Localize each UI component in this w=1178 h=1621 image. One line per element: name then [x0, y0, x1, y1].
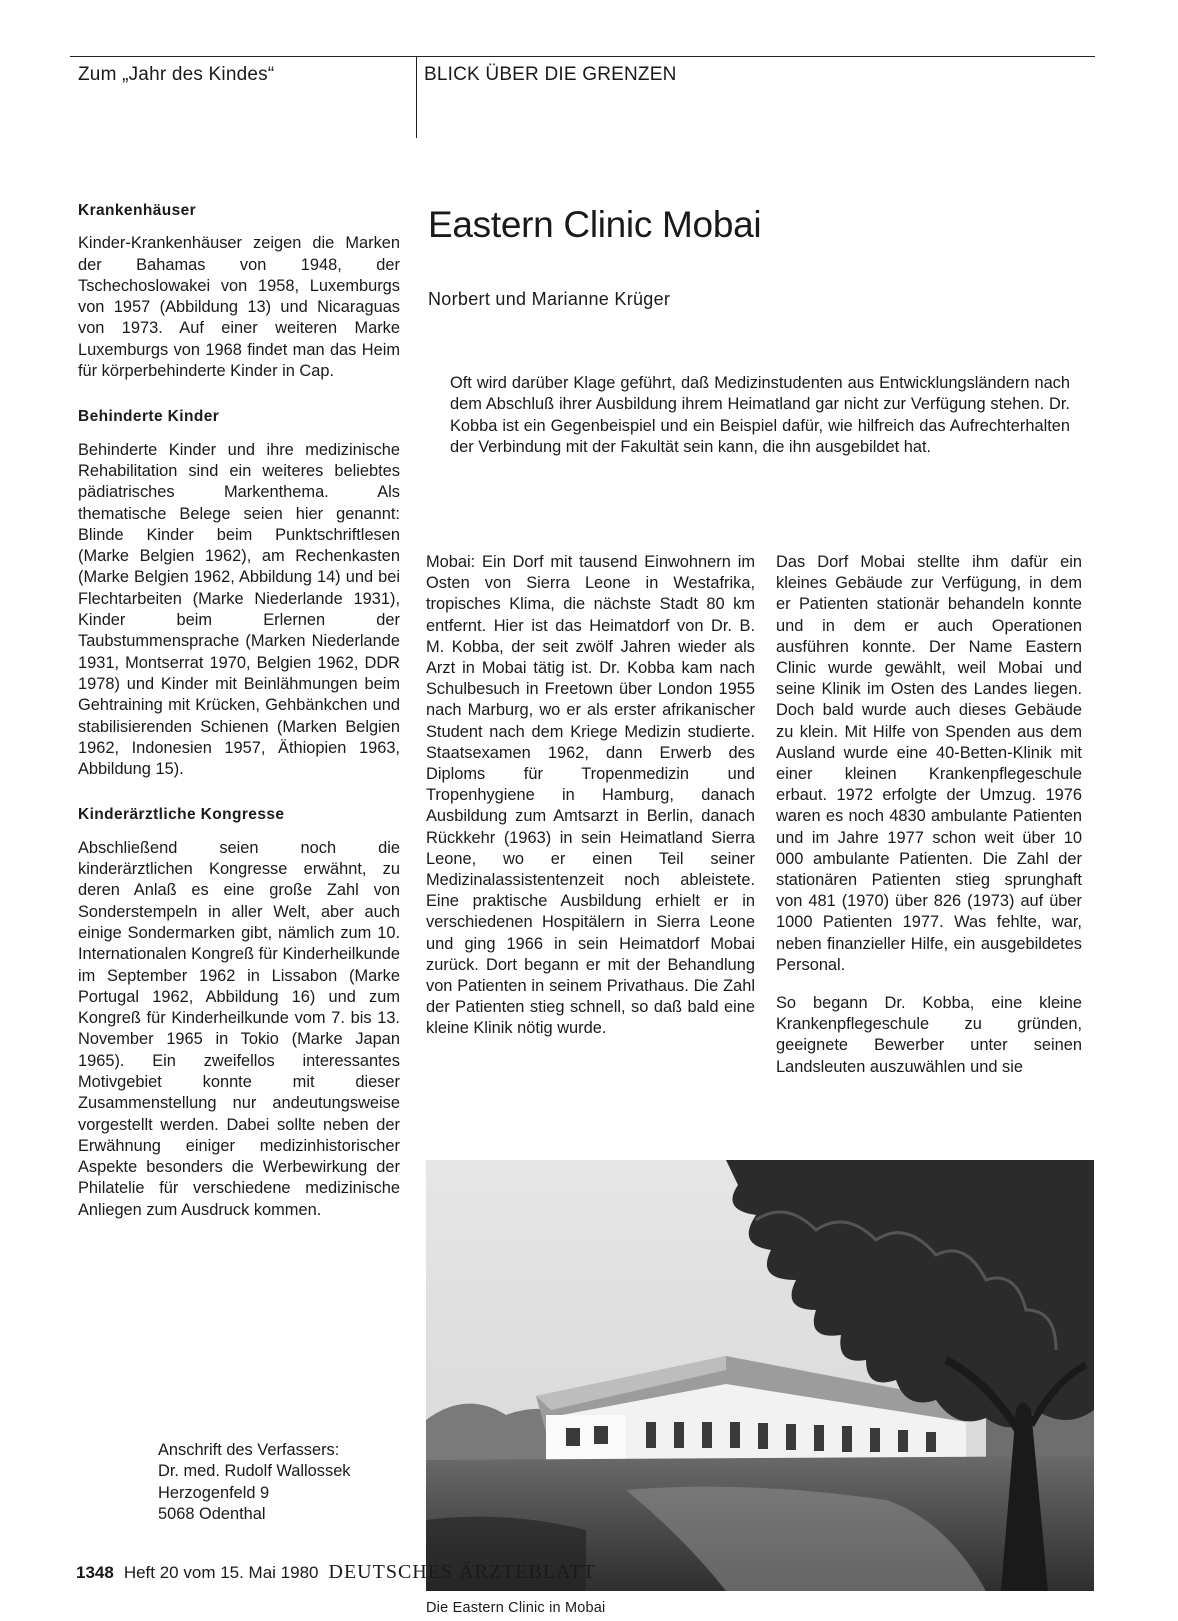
- page-footer: [76, 1561, 596, 1584]
- paragraph-eastern-clinic: Das Dorf Mobai stellte ihm dafür ein kleines Gebäude zur Verfügung, in dem er Patienten stationär behandeln konnte und in dem er auch Operationen ausführen konnte. Der Name Eastern Clinic wurde gewählt, weil Mobai und seine Klinik im Osten des Landes liegen. Doch bald wurde auch dieses Gebäude zu klein. Mit Hilfe von Spenden aus dem Ausland wurde eine 40-Betten-Klinik mit einer kleinen Krankenpflegeschule erbaut. 1972 erfolgte der Umzug. 1976 waren es noch 4830 ambulante Patienten und im Jahre 1977 schon weit über 10 000 ambulante Patienten. Die Zahl der stationären Patienten stieg sprunghaft von 481 (1970) über 826 (1973) auf über 1000 Patienten 1977. Was fehlte, war, neben finanzieller Hilfe, ein ausgebildetes Personal.: [776, 553, 1082, 974]
- clinic-photo: [426, 1160, 1094, 1591]
- author-address: [158, 1440, 418, 1525]
- page-number: 1348: [76, 1563, 114, 1582]
- paragraph-krankenpflegeschule: So begann Dr. Kobba, eine kleine Krankenpflegeschule zu gründen, geeignete Bewerber unter seinen Landsleuten auszuwählen und sie: [776, 994, 1082, 1076]
- address-label: Anschrift des Verfassers:: [158, 1441, 340, 1459]
- address-city: 5068 Odenthal: [158, 1504, 266, 1523]
- magazine-name: DEUTSCHES ÄRZTEBLATT: [328, 1561, 596, 1583]
- issue-info: Heft 20 vom 15. Mai 1980: [123, 1563, 319, 1582]
- heading-krankenhaeuser: Krankenhäuser: [78, 202, 197, 219]
- article-title: Eastern Clinic Mobai: [428, 204, 762, 245]
- paragraph-krankenhaeuser: Kinder-Krankenhäuser zeigen die Marken der Bahamas von 1948, der Tschechoslowakei von 1958, Luxemburgs von 1957 (Abbildung 13) und Nicaraguas von 1973. Auf einer weiteren Marke Luxemburgs von 1968 findet man das Heim für körperbehinderte Kinder in Cap.: [78, 234, 400, 381]
- header-divider: [416, 56, 417, 138]
- photo-caption: Die Eastern Clinic in Mobai: [426, 1600, 606, 1616]
- heading-kongresse: Kinderärztliche Kongresse: [78, 806, 285, 824]
- address-name: Dr. med. Rudolf Wallossek: [158, 1462, 351, 1481]
- heading-behinderte-kinder: Behinderte Kinder: [78, 408, 220, 426]
- article-lead: Oft wird darüber Klage geführt, daß Medizinstudenten aus Entwicklungsländern nach dem Abschluß ihrer Ausbildung ihrem Heimatland gar nicht zur Verfügung stehen. Dr. Kobba ist ein Gegenbeispiel und ein Beispiel dafür, wie hilfreich das Aufrechterhalten der Verbindung mit der Fakultät sein kann, die ihn ausgebildet hat.: [450, 374, 1070, 457]
- article-column-right: [776, 552, 1082, 1078]
- address-street: Herzogenfeld 9: [158, 1483, 270, 1502]
- article-column-middle: [426, 552, 755, 1040]
- section-header-left: Zum „Jahr des Kindes“: [78, 64, 275, 85]
- paragraph-kongresse: Abschließend seien noch die kinderärztlichen Kongresse erwähnt, zu deren Anlaß es eine große Zahl von Sonderstempeln in aller Welt, aber auch einige Sondermarken gibt, nämlich zum 10. Internationalen Kongreß für Kinderheilkunde im September 1962 in Lissabon (Marke Portugal 1962, Abbildung 16) und zum Kongreß für Kinderheilkunde vom 7. bis 13. November 1965 in Tokio (Marke Japan 1965). Ein zweifellos interessantes Motivgebiet konnte mit dieser Zusammenstellung nur andeutungsweise vorgestellt werden. Dabei sollte neben der Erwähnung einiger medizinhistorischer Aspekte besonders die Werbewirkung der Philatelie für verschiedene medizinische Anliegen zum Ausdruck kommen.: [78, 838, 400, 1219]
- header-rule: [70, 56, 1095, 57]
- article-authors: Norbert und Marianne Krüger: [428, 289, 671, 309]
- paragraph-mobai: Mobai: Ein Dorf mit tausend Einwohnern im Osten von Sierra Leone in Westafrika, tropisches Klima, die nächste Stadt 80 km entfernt. Hier ist das Heimatdorf von Dr. B. M. Kobba, der seit zwölf Jahren wieder als Arzt in Mobai tätig ist. Dr. Kobba kam nach Schulbesuch in Freetown über London 1955 nach Marburg, wo er als erster afrikanischer Student nach dem Kriege Medizin studierte. Staatsexamen 1962, dann Erwerb des Diploms für Tropenmedizin und Tropenhygiene in Hamburg, danach Ausbildung zum Amtsarzt in Berlin, danach Rückkehr (1963) in sein Heimatland Sierra Leone, wo er einen Teil seiner Medizinalassistentenzeit noch ableistete. Eine praktische Ausbildung erhielt er in verschiedenen Hospitälern in Sierra Leone und ging 1966 in sein Heimatdorf Mobai zurück. Dort begann er mit der Behandlung von Patienten in seinem Privathaus. Die Zahl der Patienten stieg schnell, so daß bald eine kleine Klinik nötig wurde.: [426, 553, 755, 1038]
- section-header-right: BLICK ÜBER DIE GRENZEN: [424, 64, 677, 85]
- left-column: [78, 200, 400, 1221]
- paragraph-behinderte-kinder: Behinderte Kinder und ihre medizinische Rehabilitation sind ein weiteres beliebtes pädiatrisches Markenthema. Als thematische Belege seien hier genannt: Blinde Kinder beim Punktschriftlesen (Marke Belgien 1962), am Rechenkasten (Marke Belgien 1962, Abbildung 14) und bei Flechtarbeiten (Marke Niederlande 1931), Kinder beim Erlernen der Taubstummensprache (Marken Niederlande 1931, Montserrat 1970, Belgien 1962, DDR 1978) und Kinder mit Beinlähmungen beim Gehtraining mit Krücken, Gehbänkchen und stabilisierenden Schienen (Marken Belgien 1962, Indonesien 1957, Äthiopien 1963, Abbildung 15).: [78, 440, 400, 779]
